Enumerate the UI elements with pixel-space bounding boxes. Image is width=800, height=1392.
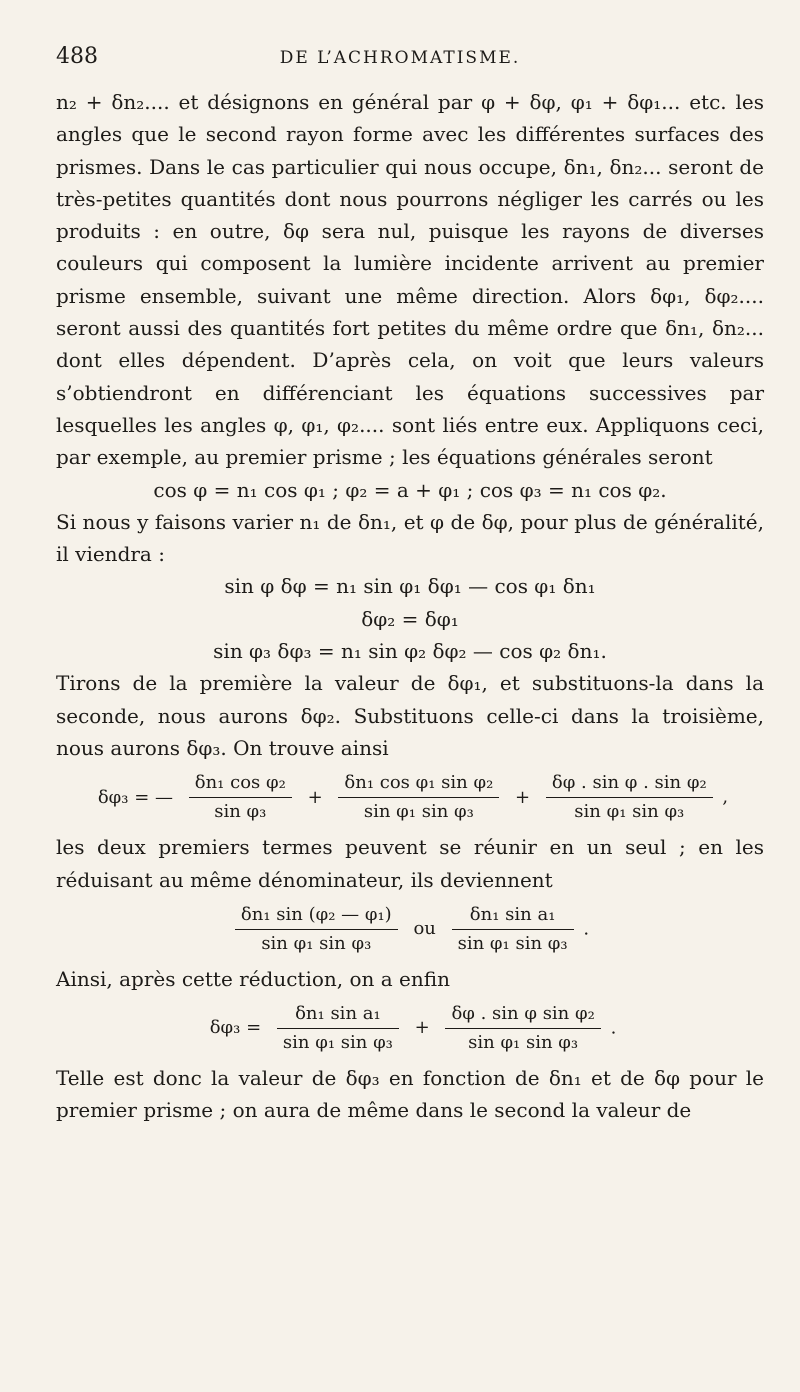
eq5-term-1 xyxy=(189,770,292,825)
eq6-form-b xyxy=(452,902,574,957)
paragraph-1: n₂ + δn₂.... et désignons en général par φ + δφ, φ₁ + δφ₁... etc. les angles que le second rayon forme avec les différentes surfaces des prismes. Dans le cas particulier qui nous occupe, δn₁, δn₂... seront de très-petites quantités dont nous pourrons négliger les carrés ou les produits : en outre, δφ sera nul, puisque les rayons de diverses couleurs qui composent la lumière incidente arrivent au premier prisme ensemble, suivant une même direction. Alors δφ₁, δφ₂.... seront aussi des quantités fort petites du même ordre que δn₁, δn₂... dont elles dépendent. D’après cela, on voit que leurs valeurs s’obtiendront en différenciant les équations successives par lesquelles les angles φ, φ₁, φ₂.... sont liés entre eux. Appliquons ceci, par exemple, au premier prisme ; les équations générales seront xyxy=(56,90,764,470)
eq6-form-b-numerator: δn₁ sin a₁ xyxy=(452,902,574,930)
eq7-term-1 xyxy=(277,1001,399,1056)
eq5-plus-1: + xyxy=(307,786,323,808)
eq7-plus: + xyxy=(414,1017,430,1039)
eq7-term-2 xyxy=(445,1001,600,1056)
page-header xyxy=(0,44,800,80)
eq5-term-3 xyxy=(546,770,713,825)
eq7-term-1-denominator: sin φ₁ sin φ₃ xyxy=(282,1032,393,1054)
eq5-term-2 xyxy=(338,770,499,825)
eq5-end: , xyxy=(722,786,729,808)
paragraph-3: Tirons de la première la valeur de δφ₁, et substituons-la dans la seconde, nous aurons δφ₂. Substituons celle-ci dans la troisième, nous aurons δφ₃. On trouve ainsi xyxy=(56,671,764,760)
equation-delta-phi3-final xyxy=(56,1001,764,1056)
eq6-form-a-denominator: sin φ₁ sin φ₃ xyxy=(261,932,372,954)
eq5-plus-2: + xyxy=(515,786,531,808)
eq5-lhs: δφ₃ = — xyxy=(97,786,174,808)
eq6-form-a-numerator: δn₁ sin (φ₂ — φ₁) xyxy=(235,902,398,930)
eq7-term-2-denominator: sin φ₁ sin φ₃ xyxy=(468,1032,579,1054)
eq5-term-3-numerator: δφ . sin φ . sin φ₂ xyxy=(546,770,713,798)
eq6-ou: ou xyxy=(413,918,436,940)
eq6-form-a xyxy=(235,902,398,957)
eq5-term-2-numerator: δn₁ cos φ₁ sin φ₂ xyxy=(338,770,499,798)
eq6-end: . xyxy=(583,918,590,940)
eq7-end: . xyxy=(610,1017,617,1039)
equation-diff-3: sin φ₃ δφ₃ = n₁ sin φ₂ δφ₂ — cos φ₂ δn₁. xyxy=(213,639,607,664)
eq5-term-1-denominator: sin φ₃ xyxy=(214,801,267,823)
running-title: DE L’ACHROMATISME. xyxy=(279,48,521,68)
eq6-form-b-denominator: sin φ₁ sin φ₃ xyxy=(457,932,568,954)
page-number: 488 xyxy=(56,44,98,69)
eq5-term-1-numerator: δn₁ cos φ₂ xyxy=(189,770,292,798)
page-body xyxy=(56,86,764,1127)
paragraph-6: Telle est donc la valeur de δφ₃ en fonction de δn₁ et de δφ pour le premier prisme ; on aura de même dans le second la valeur de xyxy=(56,1066,764,1123)
equation-delta-phi3-expanded xyxy=(56,770,764,825)
paragraph-5: Ainsi, après cette réduction, on a enfin xyxy=(56,966,450,991)
equation-combined-terms xyxy=(56,902,764,957)
equation-diff-2: δφ₂ = δφ₁ xyxy=(361,606,459,631)
paragraph-4: les deux premiers termes peuvent se réunir en un seul ; en les réduisant au même dénominateur, ils deviennent xyxy=(56,835,764,892)
equation-diff-1: sin φ δφ = n₁ sin φ₁ δφ₁ — cos φ₁ δn₁ xyxy=(224,574,596,599)
eq7-term-1-numerator: δn₁ sin a₁ xyxy=(277,1001,399,1029)
eq5-term-3-denominator: sin φ₁ sin φ₃ xyxy=(574,801,685,823)
eq7-term-2-numerator: δφ . sin φ sin φ₂ xyxy=(445,1001,600,1029)
eq7-lhs: δφ₃ = xyxy=(209,1017,262,1039)
paragraph-2: Si nous y faisons varier n₁ de δn₁, et φ de δφ, pour plus de généralité, il viendra : xyxy=(56,509,764,567)
eq5-term-2-denominator: sin φ₁ sin φ₃ xyxy=(363,801,474,823)
equation-general: cos φ = n₁ cos φ₁ ; φ₂ = a + φ₁ ; cos φ₃ = n₁ cos φ₂. xyxy=(153,477,667,502)
